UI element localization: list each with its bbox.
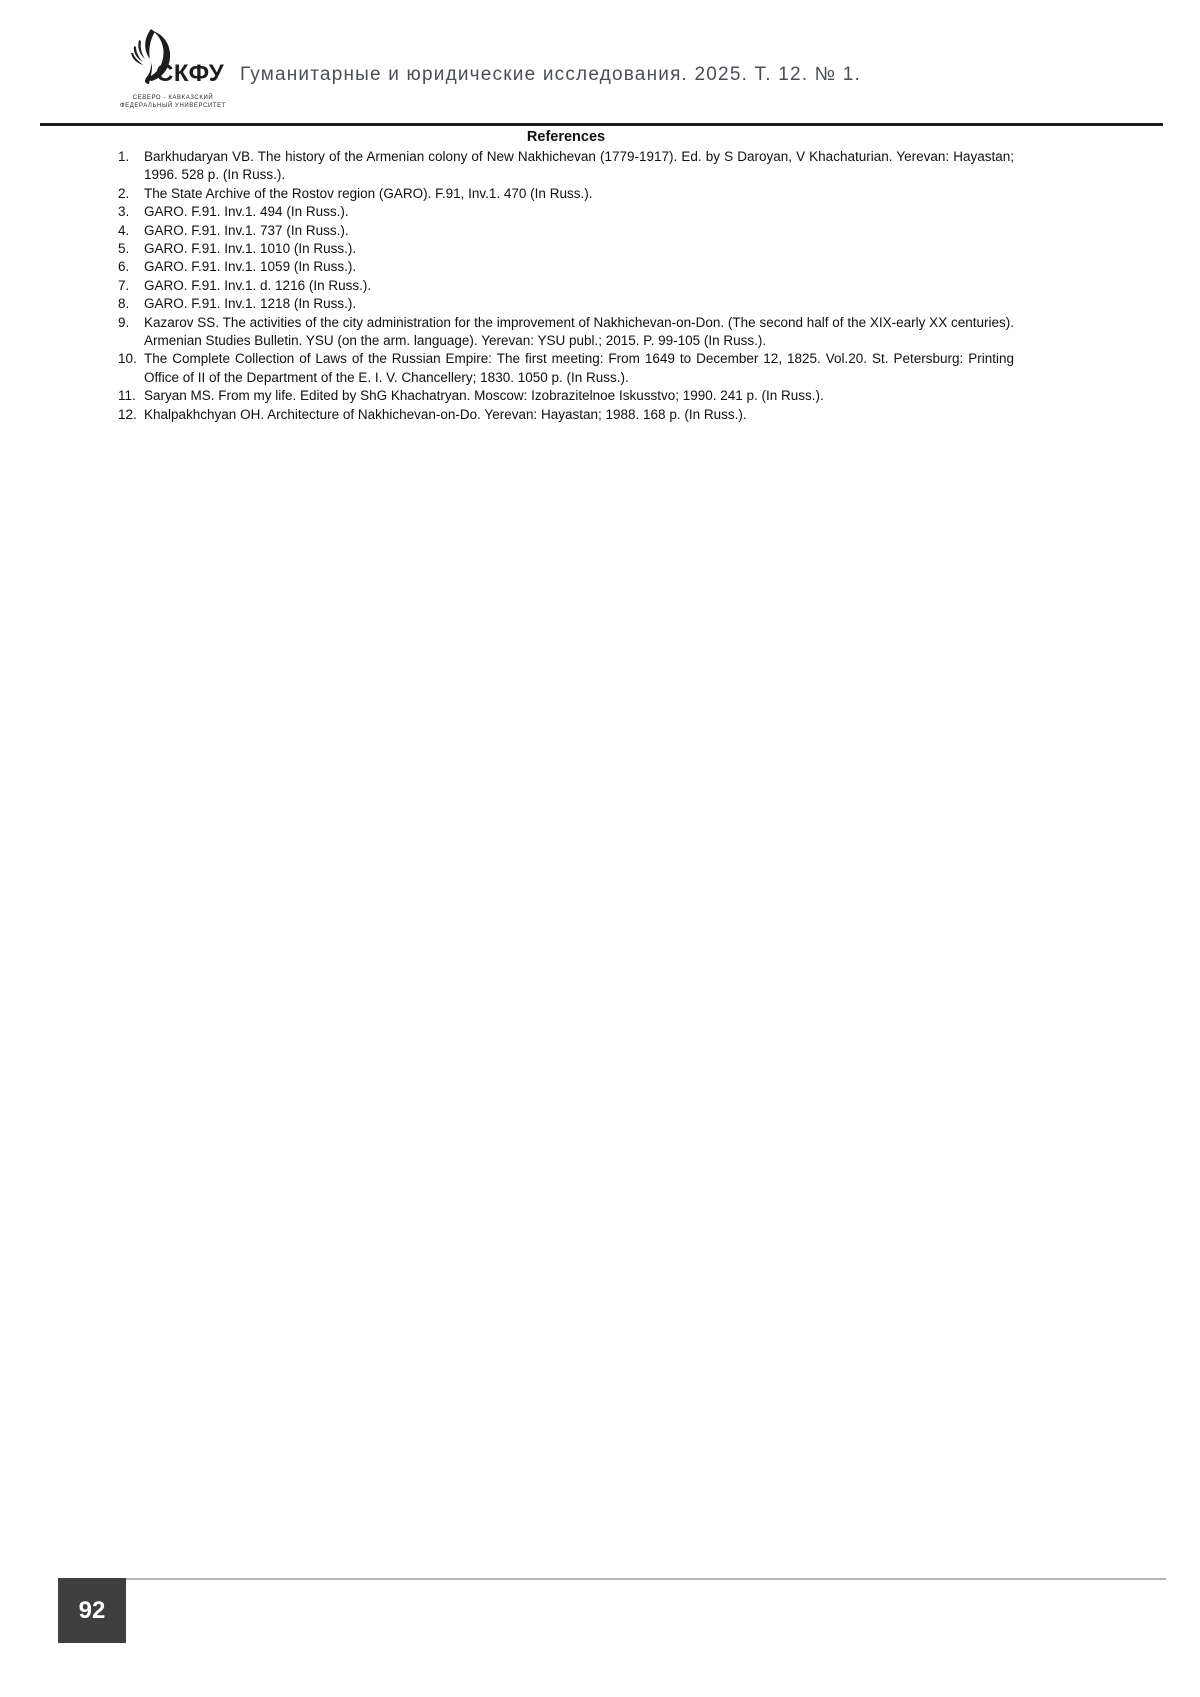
logo-caption [118,94,228,110]
page-number: 92 [78,1596,106,1624]
reference-number: 3. [118,204,130,220]
reference-text: The State Archive of the Rostov region (GARO). F.91, Inv.1. 470 (In Russ.). [144,185,593,201]
reference-number: 8. [118,296,130,312]
references-section [118,129,1014,424]
reference-text: GARO. F.91. Inv.1. d. 1216 (In Russ.). [144,277,372,293]
reference-number: 4. [118,222,130,238]
references-list [118,148,1014,424]
reference-item [118,406,1014,424]
reference-item [118,314,1014,351]
reference-item [118,240,1014,258]
reference-item [118,258,1014,276]
reference-number: 12. [118,406,137,422]
reference-text: The Complete Collection of Laws of the Russian Empire: The first meeting: From 1649 to December 12, 1825. Vol.20. St. Petersburg: Printing Office of II of the Department of the E. I. V. Chancellery; 1830. 1050 p. (In Russ.). [144,351,1014,385]
page-number-badge [58,1578,126,1643]
logo-caption-line2: ФЕДЕРАЛЬНЫЙ УНИВЕРСИТЕТ [119,103,227,109]
reference-text: GARO. F.91. Inv.1. 494 (In Russ.). [144,204,349,220]
reference-number: 11. [118,388,136,404]
reference-number: 9. [118,314,130,330]
reference-text: GARO. F.91. Inv.1. 737 (In Russ.). [144,222,349,238]
reference-item [118,350,1014,387]
references-heading: References [526,129,606,145]
footer-divider [126,1578,1166,1580]
reference-number: 7. [118,277,130,293]
logo-acronym: СКФУ [156,60,225,87]
header-divider [40,123,1163,126]
reference-number: 2. [118,185,130,201]
reference-number: 6. [118,259,130,275]
reference-text: Kazarov SS. The activities of the city administration for the improvement of Nakhichevan-on-Don. (The second half of the XIX-early XX centuries). Armenian Studies Bulletin. YSU (on the arm. language). Yerevan: YSU publ.; 2015. P. 99-105 (In Russ.). [144,314,1014,349]
reference-text: GARO. F.91. Inv.1. 1059 (In Russ.). [144,259,357,275]
reference-item [118,222,1014,240]
reference-number: 10. [118,351,137,367]
reference-item [118,295,1014,313]
reference-item [118,185,1014,203]
reference-item [118,148,1014,185]
reference-item [118,203,1014,221]
reference-number: 5. [118,241,130,257]
journal-title: Гуманитарные и юридические исследования. 2025. Т. 12. № 1. [240,64,861,85]
reference-text: GARO. F.91. Inv.1. 1010 (In Russ.). [144,241,357,257]
reference-text: GARO. F.91. Inv.1. 1218 (In Russ.). [144,296,357,312]
logo-caption-line1: СЕВЕРО - КАВКАЗСКИЙ [132,95,214,101]
page-header [0,0,1200,125]
reference-number: 1. [118,149,130,164]
reference-text: Barkhudaryan VB. The history of the Armenian colony of New Nakhichevan (1779-1917). Ed. by S Daroyan, V Khachaturian. Yerevan: Hayastan; 1996. 528 p. (In Russ.). [144,149,1014,183]
reference-item [118,277,1014,295]
university-logo [118,28,228,110]
reference-text: Khalpakhchyan OH. Architecture of Nakhichevan-on-Do. Yerevan: Hayastan; 1988. 168 p. (In Russ.). [144,406,747,422]
reference-item [118,387,1014,405]
reference-text: Saryan MS. From my life. Edited by ShG Khachatryan. Moscow: Izobrazitelnoe Iskusstvo; 1990. 241 p. (In Russ.). [144,388,824,404]
logo-art [118,28,228,90]
